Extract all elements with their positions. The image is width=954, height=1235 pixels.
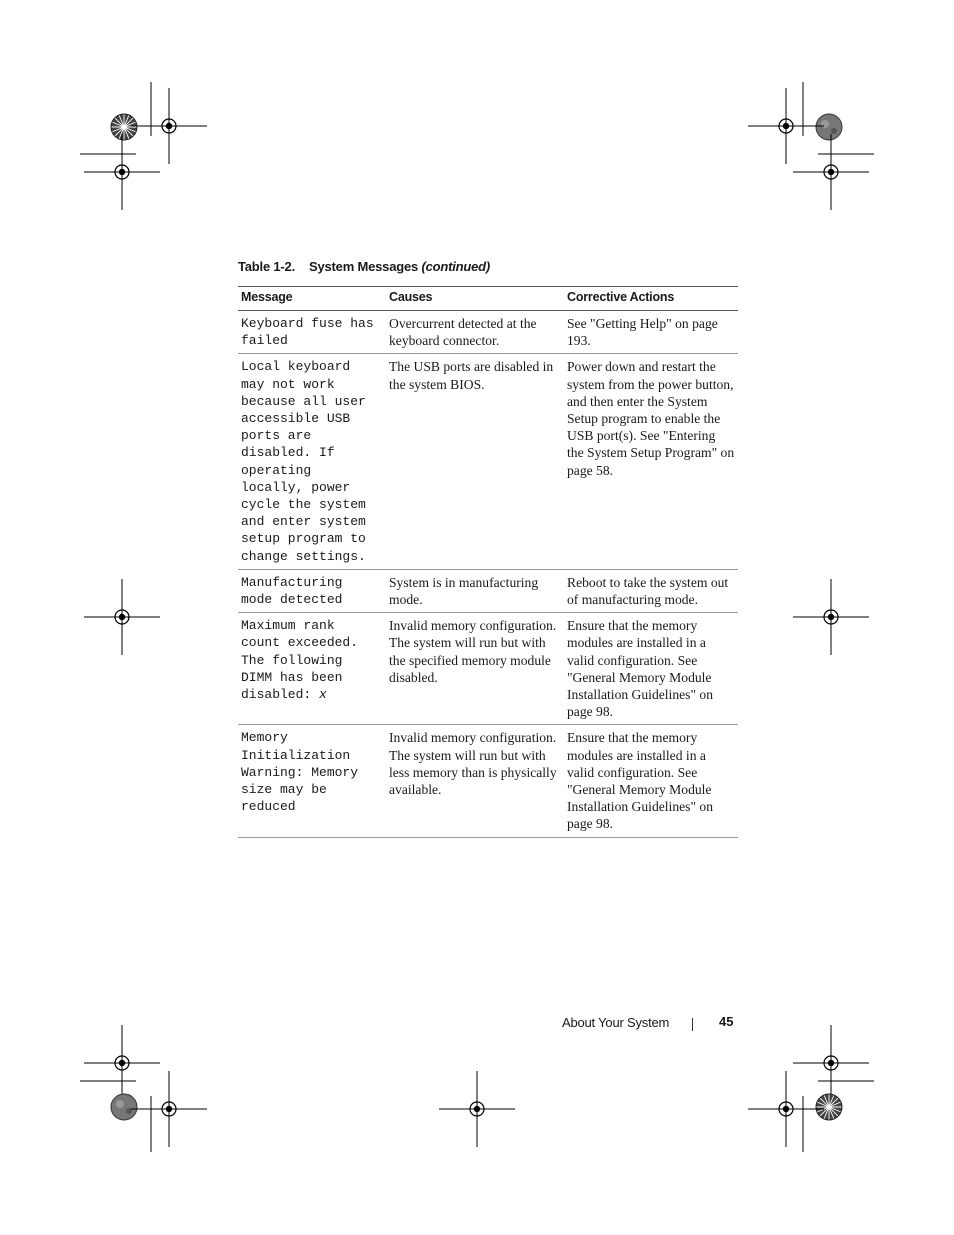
action-cell: Ensure that the memory modules are installed in a valid configuration. See "General Memory Module Installation Guidelines" on page 98.	[564, 725, 738, 837]
table-caption-label: Table 1-2.	[238, 259, 296, 274]
message-cell	[238, 613, 386, 725]
table-row	[238, 613, 738, 725]
table-caption-title: System Messages	[309, 259, 419, 274]
table-row	[238, 569, 738, 612]
table-caption	[238, 259, 490, 274]
table-caption-continued: (continued)	[421, 259, 491, 274]
footer-separator	[692, 1018, 693, 1031]
header-causes: Causes	[386, 287, 564, 311]
action-cell: Ensure that the memory modules are installed in a valid configuration. See "General Memory Module Installation Guidelines" on page 98.	[564, 613, 738, 725]
crosshair-mark-top-right	[748, 82, 874, 210]
crosshair-mark-bottom-left	[80, 1025, 207, 1152]
header-corrective-actions: Corrective Actions	[564, 287, 738, 311]
table-header-row	[238, 287, 738, 311]
crosshair-mark-bottom-center	[439, 1071, 515, 1147]
crosshair-mark-middle-left	[84, 579, 160, 655]
crosshair-mark-top-left	[80, 82, 207, 210]
cause-cell: The USB ports are disabled in the system BIOS.	[386, 354, 564, 569]
message-cell: Keyboard fuse has failed	[238, 311, 386, 354]
footer-section-title: About Your System	[562, 1015, 670, 1030]
system-messages-table	[238, 286, 738, 838]
crosshair-mark-bottom-right	[748, 1025, 874, 1152]
table-row	[238, 311, 738, 354]
message-cell: Local keyboard may not work because all user accessible USB ports are disabled. If operating locally, power cycle the system and enter system setup program to change settings.	[238, 354, 386, 569]
page-number: 45	[719, 1014, 734, 1029]
cause-cell: Invalid memory configuration. The system will run but with the specified memory module disabled.	[386, 613, 564, 725]
action-cell: Reboot to take the system out of manufacturing mode.	[564, 569, 738, 612]
message-cell: Manufacturing mode detected	[238, 569, 386, 612]
message-text: Maximum rank count exceeded. The following DIMM has been disabled:	[241, 618, 359, 703]
crosshair-mark-middle-right	[793, 579, 869, 655]
action-cell: Power down and restart the system from the power button, and then enter the System Setup program to enable the USB port(s). See "Entering the System Setup Program" on page 58.	[564, 354, 738, 569]
action-cell: See "Getting Help" on page 193.	[564, 311, 738, 354]
table-row	[238, 725, 738, 837]
header-message: Message	[238, 287, 386, 311]
cause-cell: Overcurrent detected at the keyboard connector.	[386, 311, 564, 354]
cause-cell: Invalid memory configuration. The system will run but with less memory than is physically available.	[386, 725, 564, 837]
message-cell: Memory Initialization Warning: Memory size may be reduced	[238, 725, 386, 837]
message-variable: x	[319, 687, 327, 703]
cause-cell: System is in manufacturing mode.	[386, 569, 564, 612]
table-row	[238, 354, 738, 569]
